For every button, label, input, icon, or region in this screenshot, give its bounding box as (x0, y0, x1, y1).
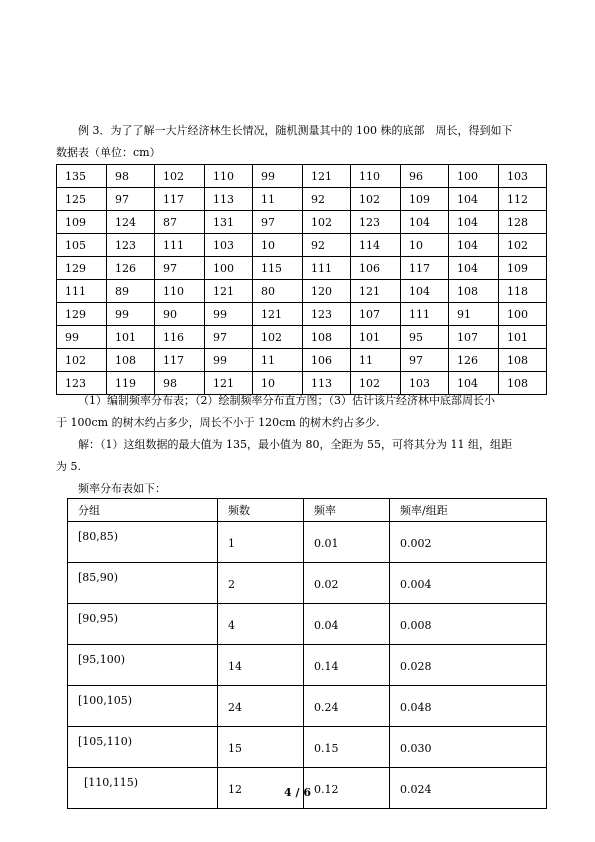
raw-data-cell: 11 (351, 349, 401, 372)
raw-data-cell: 80 (253, 280, 303, 303)
raw-data-cell: 97 (107, 188, 155, 211)
raw-data-cell: 128 (499, 211, 547, 234)
group-value: [95,100) (78, 653, 126, 666)
raw-data-cell: 99 (57, 326, 107, 349)
raw-data-cell: 110 (205, 165, 253, 188)
raw-data-cell: 111 (303, 257, 351, 280)
raw-data-row (57, 257, 547, 280)
raw-data-cell: 121 (205, 280, 253, 303)
raw-data-cell: 104 (449, 257, 499, 280)
raw-data-cell: 110 (155, 280, 205, 303)
raw-data-row (57, 188, 547, 211)
raw-data-cell: 97 (155, 257, 205, 280)
raw-data-cell: 126 (449, 349, 499, 372)
raw-data-cell: 103 (401, 372, 449, 395)
raw-data-cell: 100 (205, 257, 253, 280)
raw-data-cell: 109 (57, 211, 107, 234)
frequency-row (68, 727, 547, 768)
frequency-row (68, 522, 547, 563)
raw-data-cell: 111 (155, 234, 205, 257)
raw-data-cell: 135 (57, 165, 107, 188)
raw-data-cell: 108 (499, 372, 547, 395)
raw-data-cell: 123 (57, 372, 107, 395)
raw-data-cell: 102 (155, 165, 205, 188)
raw-data-cell: 114 (351, 234, 401, 257)
group-value: [85,90) (78, 571, 119, 584)
raw-data-cell: 104 (449, 188, 499, 211)
raw-data-cell: 121 (351, 280, 401, 303)
raw-data-row (57, 349, 547, 372)
raw-data-row (57, 165, 547, 188)
raw-data-cell: 104 (449, 372, 499, 395)
count-cell (218, 522, 304, 563)
raw-data-cell: 98 (107, 165, 155, 188)
frequency-value: 0.24 (314, 701, 339, 714)
raw-data-cell: 113 (303, 372, 351, 395)
raw-data-cell: 95 (401, 326, 449, 349)
frequency-per-width-cell (390, 645, 547, 686)
group-cell (68, 727, 218, 768)
frequency-value: 0.01 (314, 537, 339, 550)
raw-data-cell: 10 (253, 372, 303, 395)
frequency-body (68, 522, 547, 809)
frequency-value: 0.14 (314, 660, 339, 673)
raw-data-cell: 117 (401, 257, 449, 280)
frequency-row (68, 604, 547, 645)
raw-data-cell: 123 (107, 234, 155, 257)
raw-data-cell: 100 (499, 303, 547, 326)
frequency-per-width-value: 0.004 (400, 578, 432, 591)
solution-line-1: 解：（1）这组数据的最大值为 135，最小值为 80，全距为 55，可将其分为 11 组，组距 (78, 438, 512, 451)
count-value: 4 (228, 619, 235, 632)
intro-line-1: 例 3．为了了解一大片经济林生长情况，随机测量其中的 100 株的底部 周长，得到如下 (78, 124, 513, 137)
group-cell (68, 604, 218, 645)
raw-data-cell: 104 (401, 280, 449, 303)
raw-data-cell: 91 (449, 303, 499, 326)
raw-data-cell: 92 (303, 188, 351, 211)
raw-data-cell: 108 (449, 280, 499, 303)
raw-data-cell: 102 (351, 372, 401, 395)
header-count: 频数 (218, 499, 304, 522)
raw-data-cell: 118 (499, 280, 547, 303)
frequency-per-width-value: 0.024 (400, 783, 432, 796)
raw-data-cell: 101 (351, 326, 401, 349)
count-cell (218, 727, 304, 768)
frequency-value: 0.02 (314, 578, 339, 591)
raw-data-cell: 117 (155, 188, 205, 211)
raw-data-cell: 129 (57, 257, 107, 280)
raw-data-cell: 121 (253, 303, 303, 326)
raw-data-cell: 104 (449, 234, 499, 257)
raw-data-cell: 102 (57, 349, 107, 372)
questions (56, 390, 546, 434)
raw-data-cell: 125 (57, 188, 107, 211)
raw-data-cell: 105 (57, 234, 107, 257)
raw-data-cell: 111 (401, 303, 449, 326)
raw-data-cell: 97 (205, 326, 253, 349)
frequency-table-title: 频率分布表如下： (78, 482, 166, 495)
raw-data-row (57, 326, 547, 349)
frequency-cell (304, 645, 390, 686)
raw-data-cell: 113 (205, 188, 253, 211)
raw-data-cell: 99 (107, 303, 155, 326)
count-value: 12 (228, 783, 242, 796)
raw-data-cell: 96 (401, 165, 449, 188)
header-frequency-per-width: 频率/组距 (390, 499, 547, 522)
frequency-value: 0.12 (314, 783, 339, 796)
frequency-header-row (68, 499, 547, 522)
raw-data-cell: 98 (155, 372, 205, 395)
raw-data-cell: 102 (253, 326, 303, 349)
frequency-per-width-cell (390, 686, 547, 727)
raw-data-cell: 101 (107, 326, 155, 349)
raw-data-cell: 11 (253, 349, 303, 372)
raw-data-cell: 124 (107, 211, 155, 234)
raw-data-cell: 11 (253, 188, 303, 211)
raw-data-cell: 102 (499, 234, 547, 257)
raw-data-cell: 123 (303, 303, 351, 326)
raw-data-cell: 117 (155, 349, 205, 372)
intro-line-2: 数据表（单位：cm） (56, 146, 161, 159)
raw-data-cell: 92 (303, 234, 351, 257)
raw-data-cell: 100 (449, 165, 499, 188)
frequency-cell (304, 563, 390, 604)
raw-data-cell: 129 (57, 303, 107, 326)
count-value: 1 (228, 537, 235, 550)
raw-data-row (57, 211, 547, 234)
frequency-per-width-value: 0.008 (400, 619, 432, 632)
raw-data-cell: 121 (303, 165, 351, 188)
raw-data-cell: 106 (351, 257, 401, 280)
raw-data-cell: 123 (351, 211, 401, 234)
group-value: [100,105) (78, 694, 133, 707)
page-number: 4 / 6 (284, 786, 311, 799)
raw-data-cell: 97 (253, 211, 303, 234)
questions-line-2: 于 100cm 的树木约占多少，周长不小于 120cm 的树木约占多少. (56, 416, 380, 429)
raw-data-cell: 131 (205, 211, 253, 234)
questions-line-1: （1）编制频率分布表；（2）绘制频率分布直方图；（3）估计该片经济林中底部周长小 (78, 394, 495, 407)
raw-data-cell: 102 (351, 188, 401, 211)
raw-data-cell: 111 (57, 280, 107, 303)
count-cell (218, 563, 304, 604)
frequency-per-width-cell (390, 604, 547, 645)
frequency-per-width-cell (390, 727, 547, 768)
raw-data-cell: 108 (499, 349, 547, 372)
group-cell (68, 686, 218, 727)
frequency-cell (304, 604, 390, 645)
raw-data-cell: 104 (401, 211, 449, 234)
frequency-per-width-value: 0.030 (400, 742, 432, 755)
raw-data-cell: 121 (205, 372, 253, 395)
raw-data-cell: 103 (205, 234, 253, 257)
raw-data-cell: 110 (351, 165, 401, 188)
group-value: [105,110) (78, 735, 133, 748)
raw-data-cell: 99 (205, 349, 253, 372)
raw-data-cell: 107 (449, 326, 499, 349)
group-cell (68, 645, 218, 686)
frequency-row (68, 645, 547, 686)
count-cell (218, 645, 304, 686)
raw-data-cell: 99 (205, 303, 253, 326)
solution (56, 434, 546, 478)
count-value: 24 (228, 701, 242, 714)
raw-data-cell: 120 (303, 280, 351, 303)
count-value: 14 (228, 660, 242, 673)
frequency-value: 0.15 (314, 742, 339, 755)
raw-data-cell: 101 (499, 326, 547, 349)
frequency-per-width-value: 0.048 (400, 701, 432, 714)
raw-data-row (57, 303, 547, 326)
count-cell (218, 604, 304, 645)
raw-data-cell: 115 (253, 257, 303, 280)
group-value: [90,95) (78, 612, 119, 625)
raw-data-cell: 107 (351, 303, 401, 326)
raw-data-cell: 10 (401, 234, 449, 257)
frequency-per-width-value: 0.002 (400, 537, 432, 550)
raw-data-table (56, 164, 547, 395)
frequency-value: 0.04 (314, 619, 339, 632)
raw-data-cell: 103 (499, 165, 547, 188)
raw-data-cell: 99 (253, 165, 303, 188)
solution-line-2: 为 5. (56, 460, 81, 473)
frequency-cell (304, 522, 390, 563)
raw-data-cell: 116 (155, 326, 205, 349)
frequency-distribution-table (67, 498, 547, 809)
count-value: 15 (228, 742, 242, 755)
raw-data-cell: 109 (499, 257, 547, 280)
raw-data-row (57, 234, 547, 257)
raw-data-cell: 112 (499, 188, 547, 211)
group-cell (68, 563, 218, 604)
raw-data-row (57, 280, 547, 303)
raw-data-cell: 106 (303, 349, 351, 372)
header-group: 分组 (68, 499, 218, 522)
count-cell (218, 686, 304, 727)
frequency-per-width-cell (390, 522, 547, 563)
raw-data-cell: 87 (155, 211, 205, 234)
frequency-cell (304, 686, 390, 727)
example-intro (56, 120, 546, 164)
group-cell (68, 522, 218, 563)
raw-data-cell: 90 (155, 303, 205, 326)
raw-data-body (57, 165, 547, 395)
raw-data-cell: 109 (401, 188, 449, 211)
raw-data-cell: 119 (107, 372, 155, 395)
frequency-per-width-value: 0.028 (400, 660, 432, 673)
header-frequency: 频率 (304, 499, 390, 522)
group-value: [110,115) (84, 776, 139, 789)
count-value: 2 (228, 578, 235, 591)
frequency-per-width-cell (390, 563, 547, 604)
raw-data-cell: 10 (253, 234, 303, 257)
frequency-row (68, 686, 547, 727)
raw-data-cell: 126 (107, 257, 155, 280)
group-value: [80,85) (78, 530, 119, 543)
raw-data-cell: 108 (303, 326, 351, 349)
raw-data-cell: 89 (107, 280, 155, 303)
raw-data-cell: 108 (107, 349, 155, 372)
frequency-cell (304, 727, 390, 768)
raw-data-cell: 104 (449, 211, 499, 234)
frequency-row (68, 563, 547, 604)
raw-data-cell: 97 (401, 349, 449, 372)
raw-data-cell: 102 (303, 211, 351, 234)
